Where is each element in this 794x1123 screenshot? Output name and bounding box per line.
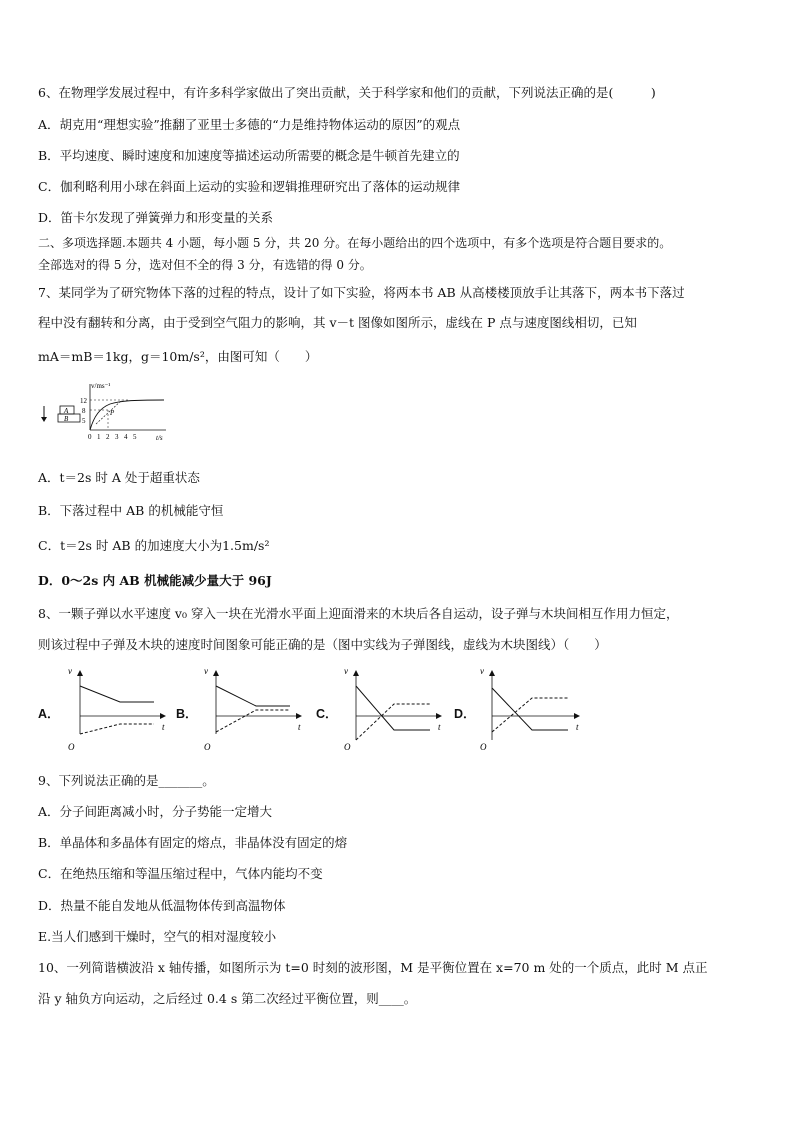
bullet-line: [216, 686, 290, 706]
q8-label-c: C．: [316, 707, 338, 721]
q6-option-a: A．胡克用“理想实验”推翻了亚里士多德的“力是维持物体运动的原因”的观点: [38, 117, 461, 132]
bullet-line: [80, 686, 154, 702]
q8-graph-d: [474, 664, 588, 754]
bullet-line: [356, 686, 430, 730]
t-arrow-icon: [160, 713, 166, 719]
q6-stem: 6、在物理学发展过程中，有许多科学家做出了突出贡献，关于科学家和他们的贡献，下列说法正确的是( ): [38, 85, 656, 100]
book-a-label: A: [64, 407, 69, 415]
v-arrow-icon: [213, 670, 219, 676]
xtick-3: 3: [115, 433, 119, 441]
ytick-5: 5: [82, 417, 86, 425]
xtick-5: 5: [133, 433, 137, 441]
block-line: [216, 710, 290, 732]
tangent-line: [96, 400, 122, 424]
velocity-curve: [90, 400, 164, 430]
arrow-head-icon: [41, 417, 47, 422]
q9-option-b: B．单晶体和多晶体有固定的熔点，非晶体没有固定的熔: [38, 835, 348, 850]
q8-label-a: A．: [38, 707, 60, 721]
q9-option-a: A．分子间距离减小时，分子势能一定增大: [38, 804, 273, 819]
q9-stem: 9、下列说法正确的是_______。: [38, 773, 215, 788]
ytick-8: 8: [82, 407, 86, 415]
q7-stem-line1: 7、某同学为了研究物体下落的过程的特点，设计了如下实验，将两本书 AB 从高楼楼顶放手让其落下，两本书下落过: [38, 285, 685, 300]
q8-graph-c: [338, 664, 448, 754]
q7-stem-line3: mA＝mB＝1kg，g＝10m/s²，由图可知（ ）: [38, 349, 318, 364]
ytick-12: 12: [80, 397, 87, 405]
q6-option-d: D．笛卡尔发现了弹簧弹力和形变量的关系: [38, 210, 274, 225]
xtick-0: 0: [88, 433, 92, 441]
v-arrow-icon: [353, 670, 359, 676]
q7-vt-graph: [38, 378, 188, 448]
q9-option-e: E.当人们感到干燥时，空气的相对湿度较小: [38, 929, 277, 944]
block-line: [356, 704, 430, 740]
q7-option-d: D．0～2s 内 AB 机械能减少量大于 96J: [38, 573, 272, 588]
t-arrow-icon: [296, 713, 302, 719]
q7-option-c: C．t＝2s 时 AB 的加速度大小为1.5m/s²: [38, 538, 270, 553]
q8-label-d: D．: [454, 707, 476, 721]
v-arrow-icon: [489, 670, 495, 676]
q9-option-d: D．热量不能自发地从低温物体传到高温物体: [38, 898, 286, 913]
q10-stem-line2: 沿 y 轴负方向运动，之后经过 0.4 s 第二次经过平衡位置，则____。: [38, 991, 417, 1006]
q8-label-b: B．: [176, 707, 198, 721]
t-label: t: [162, 722, 165, 732]
t-label: t: [298, 722, 301, 732]
q9-option-c: C．在绝热压缩和等温压缩过程中，气体内能均不变: [38, 866, 323, 881]
t-axis-label: t/s: [156, 434, 163, 442]
section2-line2: 全部选对的得 5 分，选对但不全的得 3 分，有选错的得 0 分。: [38, 258, 372, 272]
q7-option-b: B．下落过程中 AB 的机械能守恒: [38, 503, 224, 518]
block-line: [492, 698, 568, 732]
t-label: t: [438, 722, 441, 732]
xtick-4: 4: [124, 433, 128, 441]
v-label: v: [68, 666, 72, 676]
section2-line1: 二、多项选择题.本题共 4 小题，每小题 5 分，共 20 分。在每小题给出的四个选项中，有多个选项是符合题目要求的。: [38, 236, 672, 250]
v-label: v: [344, 666, 348, 676]
v-arrow-icon: [77, 670, 83, 676]
v-label: v: [204, 666, 208, 676]
t-arrow-icon: [436, 713, 442, 719]
q6-option-c: C．伽利略利用小球在斜面上运动的实验和逻辑推理研究出了落体的运动规律: [38, 179, 461, 194]
q7-option-a: A．t＝2s 时 A 处于超重状态: [38, 470, 200, 485]
q8-stem-line1: 8、一颗子弹以水平速度 v₀ 穿入一块在光滑水平面上迎面滑来的木块后各自运动，设子弹与木块间相互作用力恒定，: [38, 606, 679, 621]
q10-stem-line1: 10、一列简谐横波沿 x 轴传播，如图所示为 t=0 时刻的波形图，M 是平衡位置在 x=70 m 处的一个质点，此时 M 点正: [38, 960, 708, 975]
book-b-label: B: [64, 415, 69, 423]
q7-stem-line2: 程中没有翻转和分离，由于受到空气阻力的影响，其 v－t 图像如图所示，虚线在 P 点与速度图线相切，已知: [38, 315, 637, 330]
origin-label: O: [480, 742, 487, 752]
q8-stem-line2: 则该过程中子弹及木块的速度时间图象可能正确的是（图中实线为子弹图线，虚线为木块图线）（ ）: [38, 637, 607, 652]
origin-label: O: [204, 742, 211, 752]
point-p-label: P: [110, 409, 115, 417]
origin-label: O: [68, 742, 75, 752]
origin-label: O: [344, 742, 351, 752]
q8-graph-b: [198, 664, 308, 754]
t-label: t: [576, 722, 579, 732]
v-label: v: [480, 666, 484, 676]
t-arrow-icon: [574, 713, 580, 719]
q6-option-b: B．平均速度、瞬时速度和加速度等描述运动所需要的概念是牛顿首先建立的: [38, 148, 460, 163]
q8-graph-a: [62, 664, 172, 754]
bullet-line: [492, 688, 568, 730]
block-line: [80, 724, 154, 734]
xtick-1: 1: [97, 433, 101, 441]
xtick-2: 2: [106, 433, 110, 441]
book-b: [58, 414, 80, 422]
v-axis-label: v/ms⁻¹: [91, 382, 111, 390]
